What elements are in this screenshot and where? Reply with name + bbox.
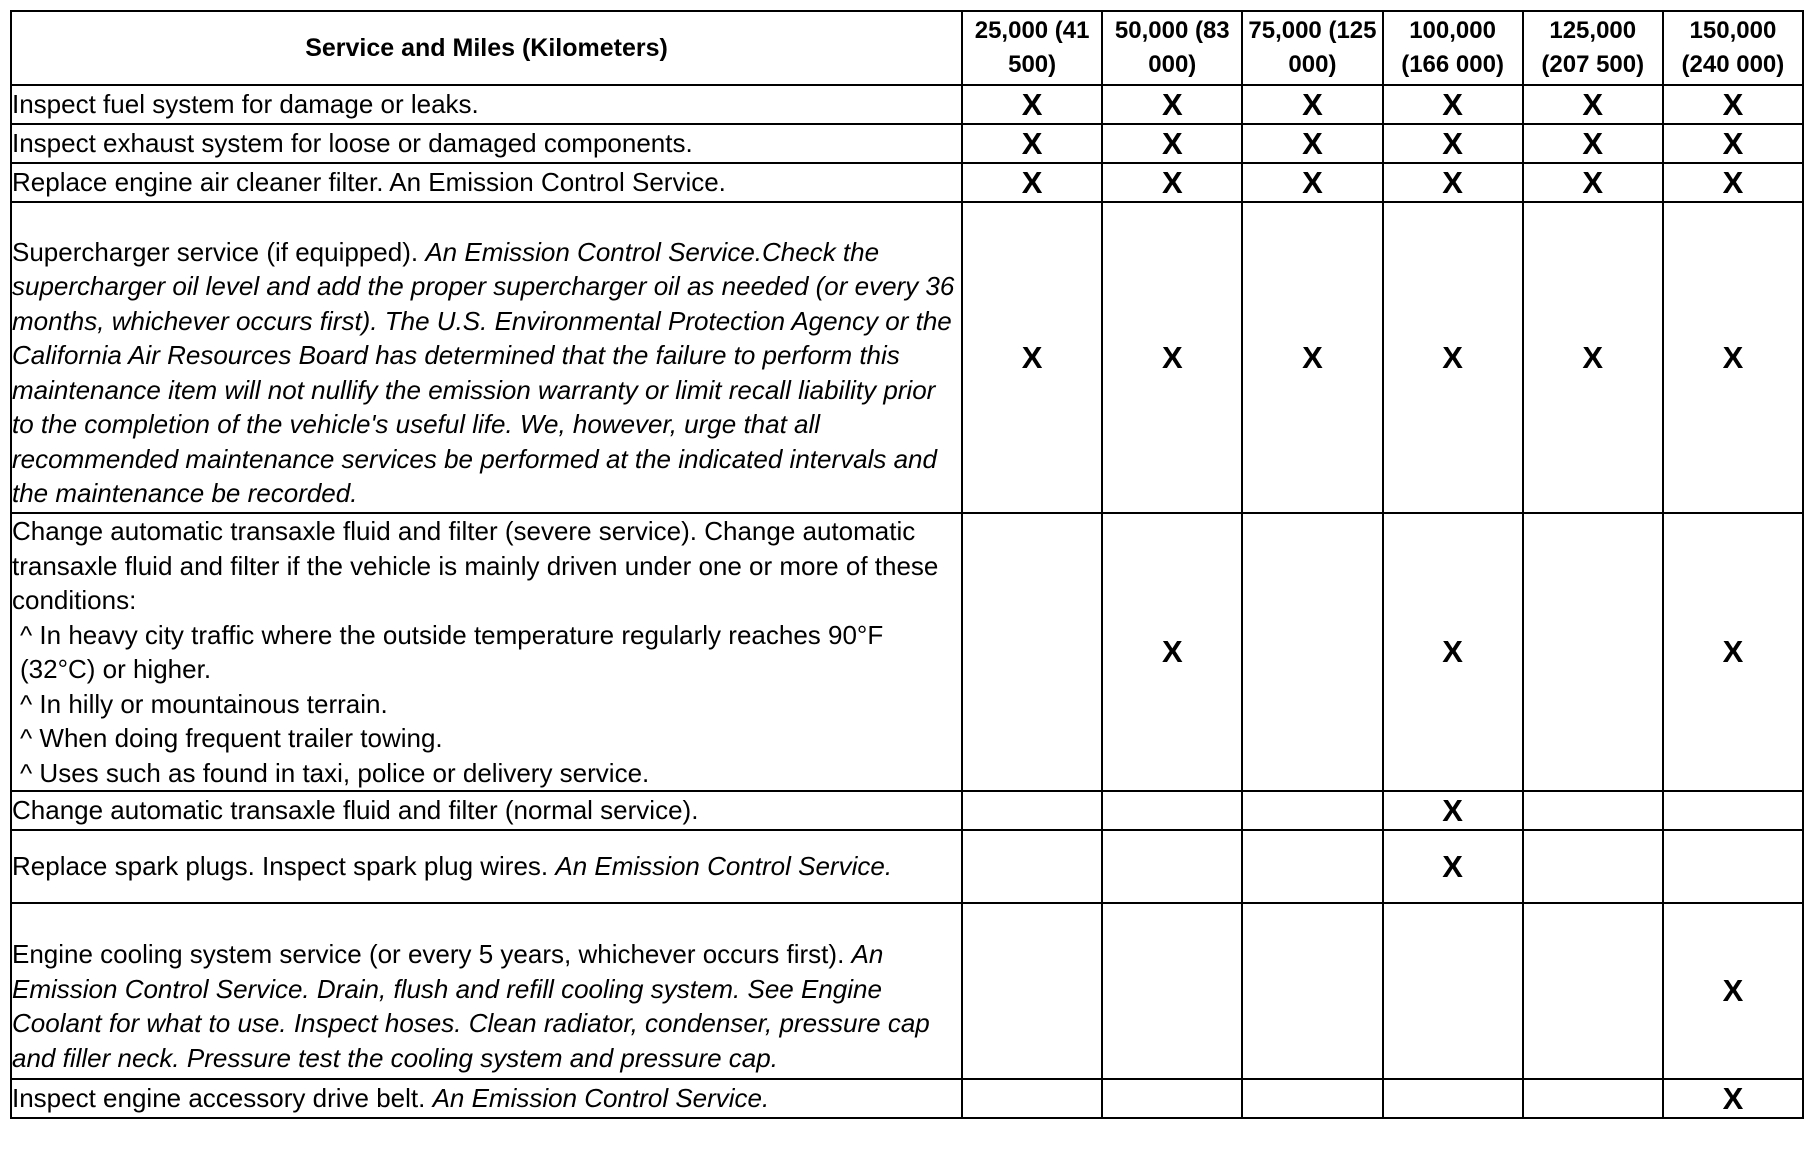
interval-mark-x: X [1242,124,1382,163]
interval-mark-x: X [1523,124,1663,163]
table-row [11,202,1803,513]
interval-mark-empty [1242,903,1382,1079]
table-row [11,903,1803,1079]
interval-mark-empty [1523,1079,1663,1118]
interval-mark-x: X [1383,163,1523,202]
interval-mark-x: X [1102,85,1242,124]
interval-mark-x: X [1383,124,1523,163]
interval-mark-x: X [1663,1079,1803,1118]
condition-bullet: ^ In heavy city traffic where the outside temperature regularly reaches 90°F (32°C) or higher. [20,619,884,684]
interval-mark-empty [1383,903,1523,1079]
interval-mark-x: X [1383,830,1523,903]
table-row [11,124,1803,163]
service-description: Change automatic transaxle fluid and filter (normal service). [11,791,962,830]
interval-mark-x: X [1383,791,1523,830]
interval-mark-empty [1102,1079,1242,1118]
interval-mark-x: X [1663,513,1803,791]
interval-mark-empty [1663,791,1803,830]
interval-mark-x: X [1663,85,1803,124]
interval-mark-x: X [1102,163,1242,202]
service-description: Engine cooling system service (or every 5 years, whichever occurs first). An Emission Control Service. Drain, flush and refill cooling system. See Engine Coolant for what to use. Inspect hoses. Clean radiator, condenser, pressure cap and filler neck. Pressure test the cooling system and pressure cap. [11,903,962,1079]
table-row [11,830,1803,903]
condition-bullet: ^ Uses such as found in taxi, police or delivery service. [20,757,650,788]
interval-mark-empty [962,903,1102,1079]
table-row [11,791,1803,830]
interval-mark-empty [1523,791,1663,830]
interval-mark-x: X [1663,202,1803,513]
service-description: Inspect exhaust system for loose or damaged components. [11,124,962,163]
header-service-miles: Service and Miles (Kilometers) [11,11,962,85]
header-interval-75000: 75,000 (125 000) [1242,11,1382,85]
maintenance-schedule-table [10,10,1804,1119]
interval-mark-x: X [1383,202,1523,513]
interval-mark-x: X [962,85,1102,124]
header-interval-25000: 25,000 (41 500) [962,11,1102,85]
interval-mark-x: X [1383,513,1523,791]
interval-mark-x: X [962,202,1102,513]
interval-mark-x: X [962,124,1102,163]
table-row [11,163,1803,202]
header-interval-125000: 125,000 (207 500) [1523,11,1663,85]
interval-mark-x: X [1663,903,1803,1079]
interval-mark-x: X [1102,124,1242,163]
interval-mark-x: X [1102,202,1242,513]
header-row [11,11,1803,85]
header-interval-50000: 50,000 (83 000) [1102,11,1242,85]
interval-mark-x: X [1663,163,1803,202]
condition-bullet: ^ In hilly or mountainous terrain. [20,688,388,719]
table-row [11,1079,1803,1118]
interval-mark-empty [1242,791,1382,830]
interval-mark-empty [1523,513,1663,791]
interval-mark-empty [1523,830,1663,903]
interval-mark-x: X [1523,202,1663,513]
interval-mark-empty [1242,513,1382,791]
interval-mark-x: X [962,163,1102,202]
interval-mark-empty [962,830,1102,903]
service-description: Replace engine air cleaner filter. An Emission Control Service. [11,163,962,202]
interval-mark-empty [1383,1079,1523,1118]
interval-mark-empty [1102,791,1242,830]
header-interval-100000: 100,000 (166 000) [1383,11,1523,85]
service-description: Inspect fuel system for damage or leaks. [11,85,962,124]
service-description: Replace spark plugs. Inspect spark plug wires. An Emission Control Service. [11,830,962,903]
interval-mark-empty [962,1079,1102,1118]
interval-mark-x: X [1102,513,1242,791]
interval-mark-x: X [1242,85,1382,124]
service-description: Inspect engine accessory drive belt. An Emission Control Service. [11,1079,962,1118]
interval-mark-x: X [1523,85,1663,124]
service-description: Change automatic transaxle fluid and filter (severe service). Change automatic transaxle fluid and filter if the vehicle is mainly driven under one or more of these conditions: ^ In heavy city traffic where the outside temperature regularly reaches 90°F (32°C) or higher. ^ In hilly or mountainous terrain. ^ When doing frequent trailer towing. ^ Uses such as found in taxi, police or delivery service. [11,513,962,791]
condition-bullet: ^ When doing frequent trailer towing. [20,723,443,753]
interval-mark-x: X [1523,163,1663,202]
interval-mark-x: X [1242,202,1382,513]
interval-mark-x: X [1663,124,1803,163]
interval-mark-empty [1242,830,1382,903]
table-row [11,85,1803,124]
interval-mark-x: X [1242,163,1382,202]
interval-mark-empty [962,791,1102,830]
interval-mark-empty [1523,903,1663,1079]
interval-mark-empty [962,513,1102,791]
interval-mark-empty [1242,1079,1382,1118]
interval-mark-empty [1102,903,1242,1079]
header-interval-150000: 150,000 (240 000) [1663,11,1803,85]
interval-mark-x: X [1383,85,1523,124]
service-description: Supercharger service (if equipped). An Emission Control Service.Check the supercharger oil level and add the proper supercharger oil as needed (or every 36 months, whichever occurs first). The U.S. Environmental Protection Agency or the California Air Resources Board has determined that the failure to perform this maintenance item will not nullify the emission warranty or limit recall liability prior to the completion of the vehicle's useful life. We, however, urge that all recommended maintenance services be performed at the indicated intervals and the maintenance be recorded. [11,202,962,513]
table-row [11,513,1803,791]
interval-mark-empty [1102,830,1242,903]
interval-mark-empty [1663,830,1803,903]
